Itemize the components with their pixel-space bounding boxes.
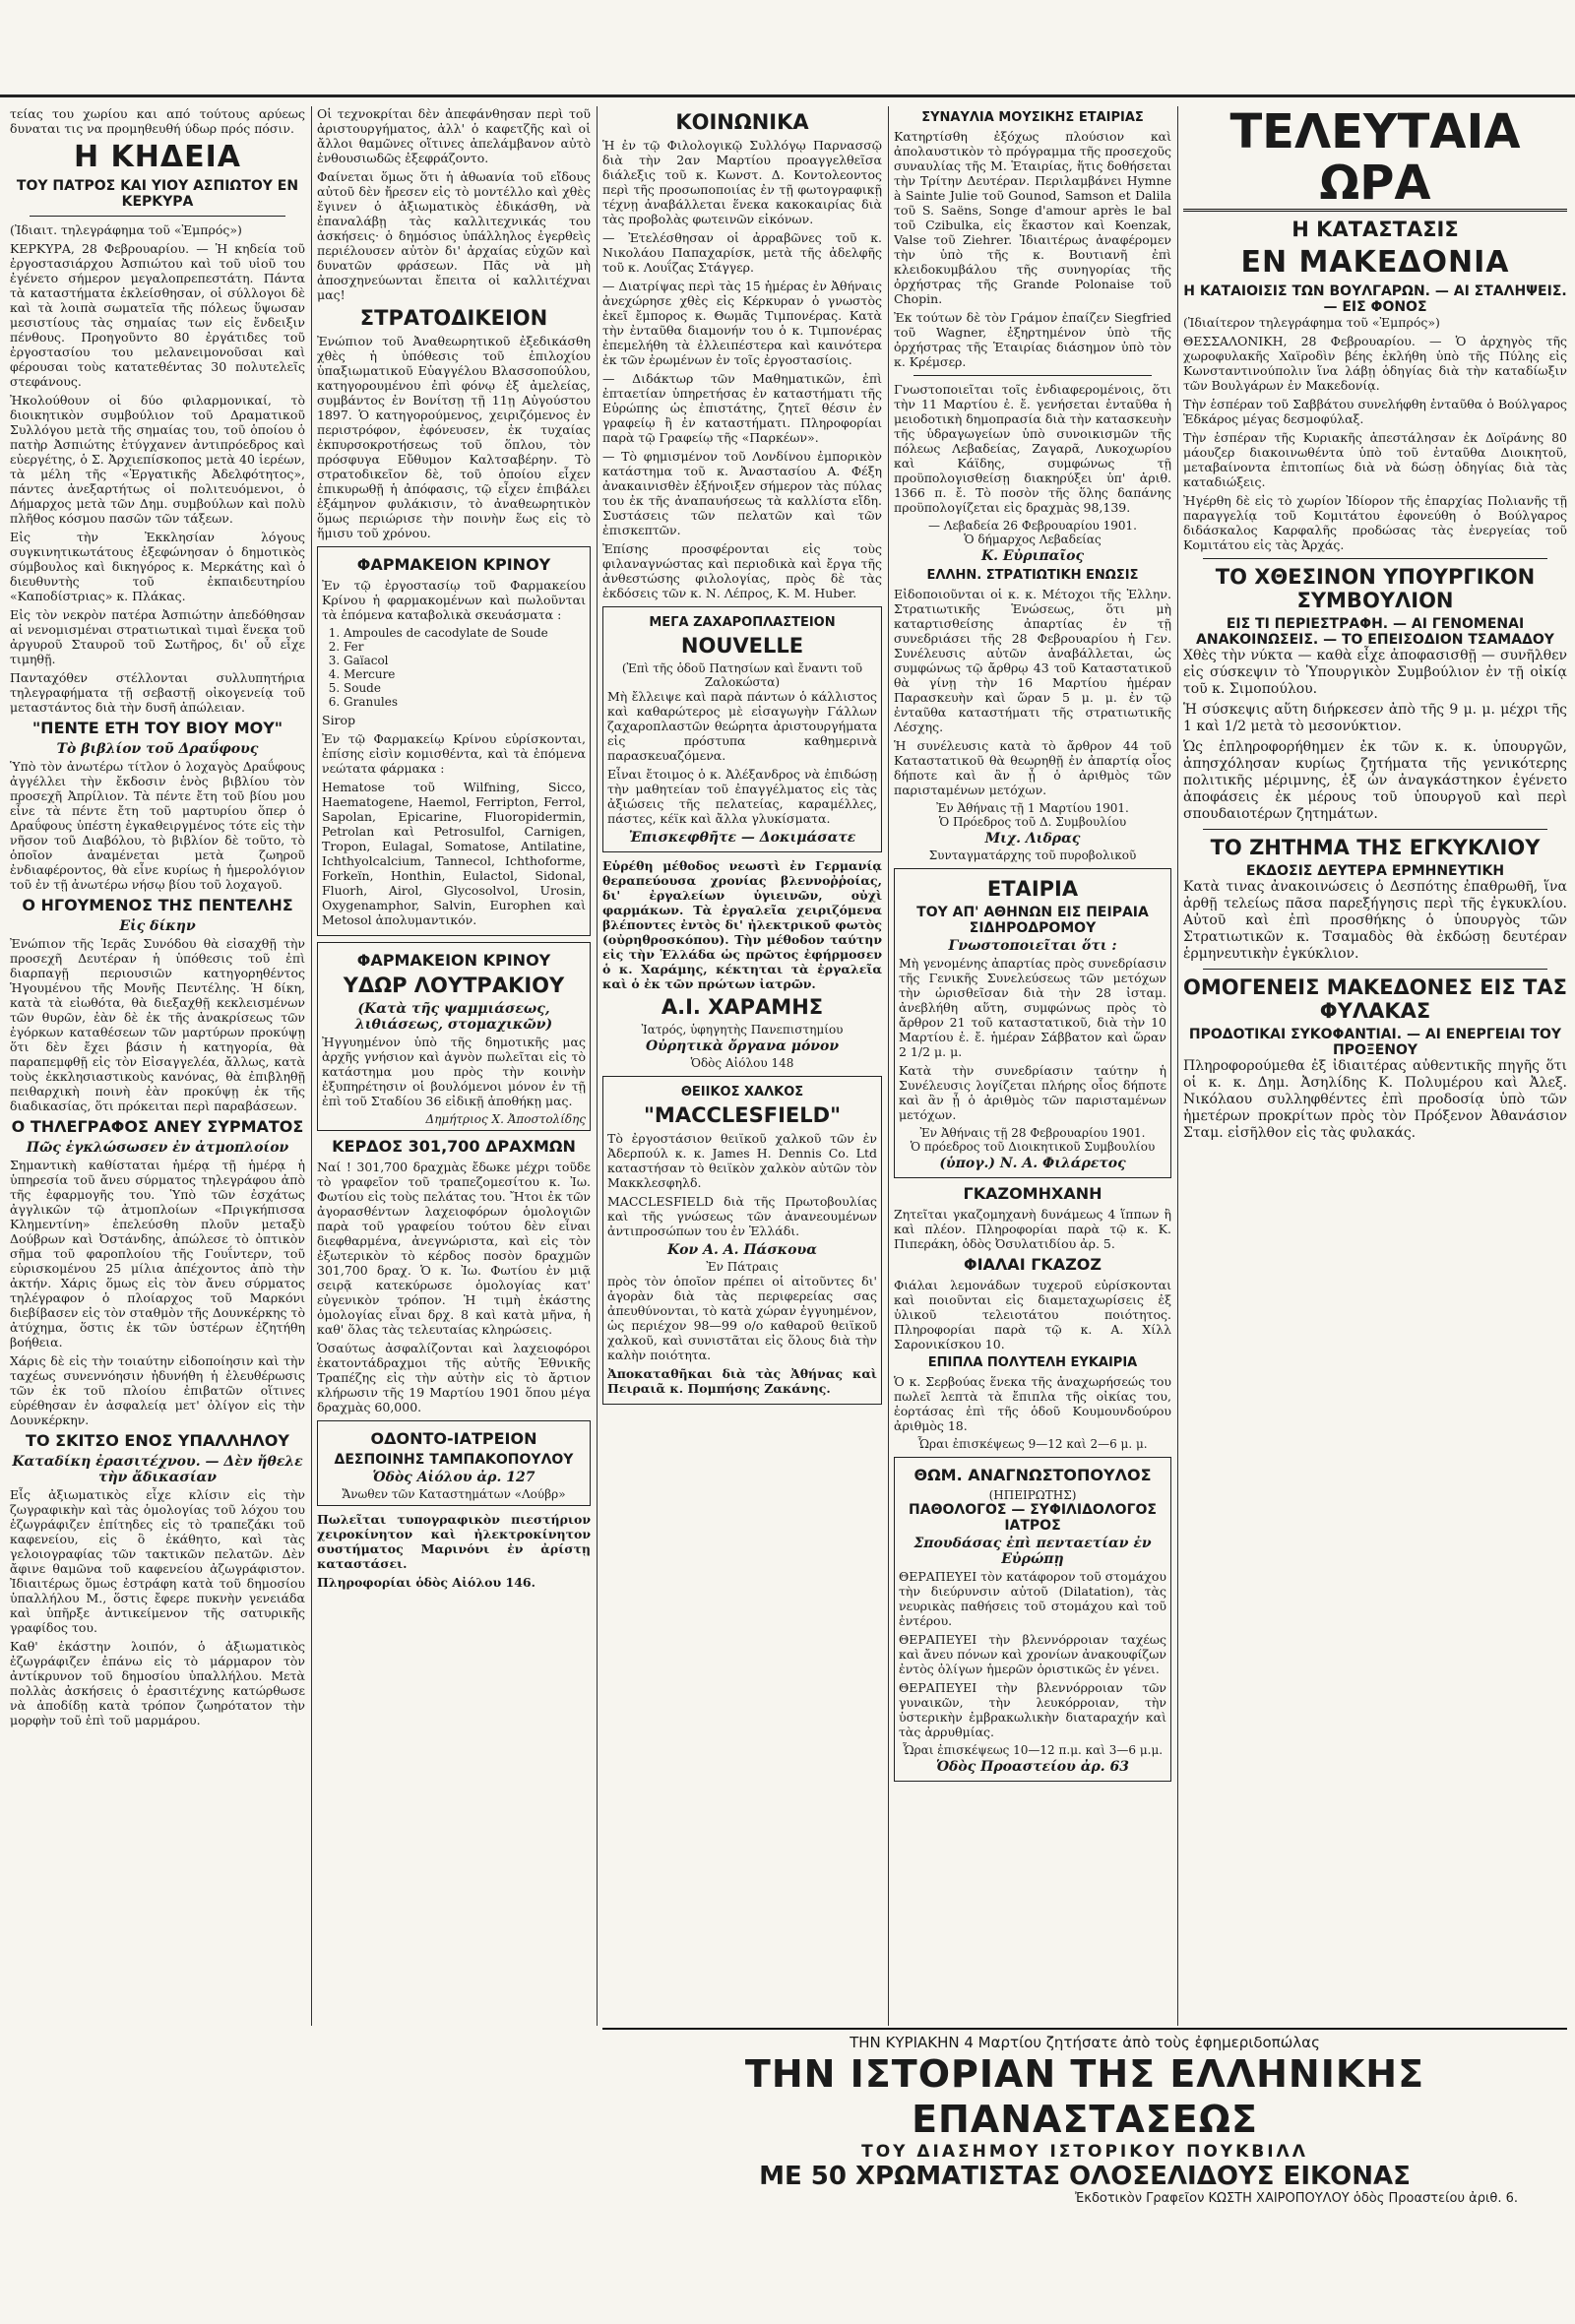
article-kicker: Τὸ βιβλίον τοῦ Δραΰφους — [56, 741, 259, 757]
paragraph: Ἐκ τούτων δὲ τὸν Γράμον ἐπαίζεν Siegfried τοῦ Wagner, ἐξηρτημένον ὑπὸ τῆς ὀρχήστρας τῆς Ἑταιρίας διάσημον ὑπὸ τὸν κ. Κρέμσερ. — [894, 310, 1171, 369]
column-divider — [1177, 106, 1178, 2026]
ad-subtitle: ΤΟΥ ΑΠ' ΑΘΗΝΩΝ ΕΙΣ ΠΕΙΡΑΙΑ ΣΙΔΗΡΟΔΡΟΜΟΥ — [916, 905, 1149, 936]
column-divider — [311, 106, 312, 2026]
article-title: Η ΚΗΔΕΙΑ — [74, 140, 241, 174]
list-item: 4. Mercure — [344, 667, 586, 681]
divider — [1203, 558, 1547, 559]
ad-footer: Ἐπισκεφθῆτε — Δοκιμάσατε — [628, 830, 856, 846]
doctor-ad — [894, 1457, 1171, 1782]
banner-title: ΤΗΝ ΙΣΤΟΡΙΑΝ ΤΗΣ ΕΛΛΗΝΙΚΗΣ ΕΠΑΝΑΣΤΑΣΕΩΣ — [744, 2052, 1425, 2141]
column-3 — [602, 106, 882, 2026]
ad-title: ΦΑΡΜΑΚΕΙΟΝ ΚΡΙΝΟΥ — [356, 951, 551, 970]
ad-kicker: (Κατὰ τῆς ψαμμιάσεως, λιθιάσεως, στομαχικῶν) — [354, 1001, 553, 1033]
article-kicker: Εἰς δίκην — [119, 918, 196, 934]
dentist-ad — [317, 1420, 591, 1506]
ad-subtitle: (ΗΠΕΙΡΩΤΗΣ) — [988, 1488, 1077, 1502]
article-title: "ΠΕΝΤΕ ΕΤΗ ΤΟΥ ΒΙΟΥ ΜΟΥ" — [32, 719, 284, 737]
ad-kicker: Σπουδάσας ἐπὶ πενταετίαν ἐν Εὐρώπῃ — [914, 1536, 1152, 1567]
paragraph: Πληροφορίαι ὁδὸς Αἰόλου 146. — [317, 1575, 536, 1590]
article-title: ΤΟ ΖΗΤΗΜΑ ΤΗΣ ΕΓΚΥΚΛΙΟΥ — [1210, 836, 1541, 859]
ad-subtitle: Ἰατρός, ὑφηγητὴς Πανεπιστημίου — [641, 1023, 844, 1036]
address: Ὁδὸς Προαστείου ἀρ. 63 — [935, 1759, 1130, 1775]
paragraph: Ἐν τῷ ἐργοστασίῳ τοῦ Φαρμακείου Κρίνου ἡ φαρμακομένων καὶ πωλοῦνται τὰ ἑπόμενα καταβολικὰ σκευάσματα : — [322, 578, 586, 622]
signature-name: (ὑπογ.) Ν. Α. Φιλάρετος — [939, 1156, 1126, 1171]
product-list — [344, 626, 586, 709]
paragraph: Πανταχόθεν στέλλονται συλλυπητήρια τηλεγραφήματα τῇ σεβαστῇ οἰκογενείᾳ τοῦ μεταστάντος διὰ τὴν δυσῆ ἀπώλειαν. — [10, 670, 305, 715]
article-kicker: Καταδίκη ἐρασιτέχνου. — Δὲν ἤθελε τὴν ἄδικασίαν — [12, 1454, 303, 1485]
column-divider — [597, 106, 598, 2026]
address: Ὁδὸς Αἰόλου 148 — [690, 1056, 794, 1070]
paragraph: ΚΕΡΚΥΡΑ, 28 Φεβρουαρίου. — Ἡ κηδεία τοῦ ἐργοστασιάρχου Ἀσπιώτου καὶ τοῦ υἱοῦ του ἐγένετο σήμερον μεγαλοπρεπεστάτη. Πάντα τὰ καταστήματα ἐκλείσθησαν, οἱ σύλλογοι δὲ καὶ τὰ λοιπὰ σωματεῖα τῆς πόλεως ὕψωσαν μεσιστίους τὰς σημαίας των εἰς ἔνδειξιν πένθους. Προηγοῦντο 80 ἐργάτιδες τοῦ ἐργοστασίου του μελανειμονοῦσαι καὶ φέρουσαι τοὺς κατατεθέντας 30 πολυτελεῖς στεφάνους. — [10, 241, 305, 389]
dateline: (Ἰδιαίτερον τηλεγράφημα τοῦ «Ἐμπρός») — [1183, 315, 1440, 330]
address: Ὁδὸς Αἰόλου ἀρ. 127 — [372, 1470, 536, 1485]
article-kicker: Πῶς ἐγκλώσωσεν ἐν ἀτμοπλοίον — [26, 1140, 289, 1156]
paragraph: Οἱ τεχνοκρίται δὲν ἀπεφάνθησαν περὶ τοῦ ἀριστουργήματος, ἀλλ' ὁ καφετζῆς καὶ οἱ ἄλλοι θαμῶνες οἵτινες ἀπελάμβανον αὐτὸ ἐνθουσιωδῶς ἐξεφράζοντο. — [317, 106, 591, 165]
article-title: Ο ΗΓΟΥΜΕΝΟΣ ΤΗΣ ΠΕΝΤΕΛΗΣ — [22, 896, 293, 914]
dateline: (Ἰδιαιτ. τηλεγράφημα τοῦ «Ἐμπρός») — [10, 222, 242, 237]
paragraph: Ἡ σύσκεψις αὕτη διήρκεσεν ἀπὸ τῆς 9 μ. μ. μέχρι τῆς 1 καὶ 1/2 μετὰ τὸ μεσονύκτιον. — [1183, 702, 1567, 734]
ad-title: ΕΠΙΠΛΑ ΠΟΛΥΤΕΛΗ ΕΥΚΑΙΡΙΑ — [927, 1355, 1138, 1370]
article-title: Ο ΤΗΛΕΓΡΑΦΟΣ ΑΝΕΥ ΣΥΡΜΑΤΟΣ — [11, 1117, 304, 1136]
pharmacy-ad — [317, 546, 591, 936]
divider — [30, 216, 285, 217]
paragraph: Ἡ συνέλευσις κατὰ τὸ ἄρθρον 44 τοῦ Καταστατικοῦ θὰ θεωρηθῇ ἐν ἀπαρτίᾳ οἷος δήποτε καὶ ἂν ᾖ ὁ ἀριθμὸς τῶν παρισταμένων μετόχων. — [894, 738, 1171, 797]
paragraph: πρὸς τὸν ὁποῖον πρέπει οἱ αἰτοῦντες δι' ἀγορὰν διὰ τὰς περιφερείας σας ἀπευθύνονται, τὸ κατὰ χώραν ἐγγυημένον, ὡς περιέχον 98—99 ο/ο καθαροῦ θειϊκοῦ χαλκοῦ, καὶ συνιστᾶται εἰς ὅλους διὰ τὴν καλὴν ποιότητα. — [607, 1274, 877, 1362]
paragraph: ΘΕΣΣΑΛΟΝΙΚΗ, 28 Φεβρουαρίου. — Ὁ ἀρχηγὸς τῆς χωροφυλακῆς Χαϊροδὶν βέης ἐκλήθη ὑπὸ τῆς Πύλης εἰς Κωνσταντινούπολιν ἵνα λάβῃ ὁδηγίας διὰ τὴν καταδίωξιν τῶν Βουλγάρων ἐν Μακεδονίᾳ. — [1183, 334, 1567, 393]
paragraph: Ὁσαύτως ἀσφαλίζονται καὶ λαχειοφόροι ἑκατοντάδραχμοι τῆς αὐτῆς Ἐθνικῆς Τραπέζης εἰς τὴν αὐτὴν εἰς τὸ ἄρτιον κλήρωσιν τῆς 19 Μαρτίου 1901 ὅπου μέγα δραχμὰς 60,000. — [317, 1341, 591, 1414]
paragraph: Ἐνώπιον τῆς Ἱερᾶς Συνόδου θὰ εἰσαχθῇ τὴν προσεχῆ Δευτέραν ἡ ὑπόθεσις τοῦ ἐπὶ διαρπαγῇ περιουσιῶν κατηγορηθέντος Ἡγουμένου τῆς Μονῆς Πεντέλης. Ἡ δίκη, κατὰ τὰ εἰωθότα, θὰ διεξαχθῇ κεκλεισμένων τῶν θυρῶν, ἐὰν δὲ ἐκ τῆς ἀνακρίσεως τῶν ἐγόρκων καταθέσεων τῶν μαρτύρων προκύψῃ ὅτι δὲν ἔχει βάσιν ἡ κατηγορία, θὰ παραπεμφθῇ εἰς τὸν Εἰσαγγελέα, ἄλλως, κατὰ τοὺς ἐκκλησιαστικοὺς κανόνας, θὰ ἐπιβληθῇ πειθαρχικὴ ποινὴ ἐὰν προκύψῃ ἐκ τῆς διαδικασίας, ὅτι πρόκειται περὶ παραβάσεων. — [10, 936, 305, 1113]
article-kicker: ΠΡΟΔΟΤΙΚΑΙ ΣΥΚΟΦΑΝΤΙΑΙ. — ΑΙ ΕΝΕΡΓΕΙΑΙ ΤΟΥ ΠΡΟΞΕΝΟΥ — [1188, 1027, 1562, 1058]
paragraph: Hematose τοῦ Wilfning, Sicco, Haematogene, Haemol, Ferripton, Ferrol, Sapolan, Epicarine, Fluoropidermin, Petrolan καὶ Petrosulfol, Carnigen, Tropon, Eulagal, Somatose, Antilatine, Ichthyolcalcium, Tannecol, Ichthoforme, Forkeïn, Honthin, Eulactol, Sidonal, Fluorh, Airol, Glycosolvol, Urosin, Oxygenamphor, Salvin, Europhen καὶ Metosol ἀπολυμαντικόν. — [322, 780, 586, 927]
list-item: 6. Granules — [344, 695, 586, 709]
article-kicker: ΕΙΣ ΤΙ ΠΕΡΙΕΣΤΡΑΦΗ. — ΑΙ ΓΕΝΟΜΕΝΑΙ ΑΝΑΚΟΙΝΩΣΕΙΣ. — ΤΟ ΕΠΕΙΣΟΔΙΟΝ ΤΣΑΜΑΔΟΥ — [1196, 616, 1554, 648]
city: Ἐν Πάτραις — [706, 1260, 779, 1274]
paragraph: Εἰδοποιοῦνται οἱ κ. κ. Μέτοχοι τῆς Ἑλλην. Στρατιωτικῆς Ἑνώσεως, ὅτι μὴ καταρτισθείσης ἀπαρτίας ἐν τῇ συνεδριάσει τῆς 28 Φεβρουαρίου ἡ Γεν. Συνέλευσις αὐτῶν ἀναβάλλεται, ὡς συμφώνως τῷ ἄρθρῳ 43 τοῦ Καταστατικοῦ θὰ γίνῃ τὴν 16 Μαρτίου ἡμέραν Παρασκευὴν καὶ ὥραν 5 μ. μ. ἐν τῷ ἐνταῦθα καταστήματι τῆς στρατιωτικῆς Λέσχης. — [894, 587, 1171, 734]
ad-title: ΓΚΑΖΟΜΗΧΑΝΗ — [963, 1184, 1102, 1203]
cafe-ad — [602, 606, 882, 852]
section-title: ΣΥΝΑΥΛΙΑ ΜΟΥΣΙΚΗΣ ΕΤΑΙΡΙΑΣ — [921, 110, 1144, 125]
signature: Ὁ πρόεδρος τοῦ Διοικητικοῦ Συμβουλίου — [910, 1140, 1156, 1154]
paragraph: Ἠγγυημένον ὑπὸ τῆς δημοτικῆς μας ἀρχῆς γνήσιον καὶ ἁγνὸν πωλεῖται εἰς τὸ κατάστημα μου πρὸς τὴν κοινὴν ἐξυπηρέτησιν οἱ βουλόμενοι μόνον ἐν τῇ ἐπὶ τοῦ Σταδίου 36 εἰδικῇ ἀποθήκῃ μας. — [322, 1035, 586, 1108]
article-title: ΤΟ ΣΚΙΤΣΟ ΕΝΟΣ ΥΠΑΛΛΗΛΟΥ — [26, 1431, 289, 1450]
paragraph: Χθὲς τὴν νύκτα — καθὰ εἶχε ἀποφασισθῇ — συνῆλθεν εἰς σύσκεψιν τὸ Ὑπουργικὸν Συμβούλιον ἐν τῇ οἰκίᾳ τοῦ κ. Σιμοπούλου. — [1183, 648, 1567, 697]
ad-name: NOUVELLE — [680, 634, 804, 658]
article-title: ΟΜΟΓΕΝΕΙΣ ΜΑΚΕΔΟΝΕΣ ΕΙΣ ΤΑΣ ΦΥΛΑΚΑΣ — [1183, 975, 1567, 1023]
paragraph: Φιάλαι λεμονάδων τυχεροῦ εὐρίσκονται καὶ ποιοῦνται εἰς διαμεταχωρίσεις ἐξ ὑλικοῦ τελειοτάτου ποιότητος. Πληροφορίαι παρὰ τῷ κ. Α. Χίλλ Σαρονικίσκου 10. — [894, 1278, 1171, 1351]
divider — [1203, 969, 1547, 970]
column-4 — [894, 106, 1171, 2026]
article-title: ΕΝ ΜΑΚΕΔΟΝΙΑ — [1240, 245, 1510, 280]
paragraph: Ἐπίσης προσφέρονται εἰς τοὺς φιλαναγνώστας καὶ περιοδικὰ καὶ ἔργα τῆς ἀνθεστώσης φιλολογίας, πρὸς δὲ τὰς ἐκδόσεις τῶν κ. Ν. Λέπρος, Κ. Μ. Huber. — [602, 541, 882, 600]
masthead-rule — [0, 94, 1575, 97]
paragraph: — Διδάκτωρ τῶν Μαθηματικῶν, ἐπὶ ἐπταετίαν ὑπηρετήσας ἐν καταστήματι τῆς Εὐρώπης ὡς ἐπιστάτης, ζητεῖ θέσιν ἐν γραφείῳ ἢ ἐν καταστήματι. Πληροφορίαι παρὰ τῷ Γραφείῳ τῆς «Παρκέων». — [602, 371, 882, 445]
paragraph: Μὴ ἔλλειψε καὶ παρὰ πάντων ὁ κάλλιστος καὶ καθαρώτερος μὲ εἰσαγωγὴν Γάλλων ζαχαροπλαστῶν θεώρητα ἀριστουργήματα εἰς πρόστυπα καθημερινὰ παρασκευαζόμενα. — [607, 689, 877, 763]
hours: Ὧραι ἐπισκέψεως 10—12 π.μ. καὶ 3—6 μ.μ. — [902, 1743, 1164, 1757]
paragraph: Ἐν τῷ Φαρμακείῳ Κρίνου εὑρίσκονται, ἐπίσης εἰσὶν κομισθέντα, καὶ τὰ ἑπόμενα νεώτατα φάρμακα : — [322, 731, 586, 776]
paragraph: Χάρις δὲ εἰς τὴν τοιαύτην εἰδοποίησιν καὶ τὴν ταχέως συνεννόησιν ἠδυνήθη ἡ ἐλευθέρωσις τῶν ἐκ τοῦ πλοίου ἐπιβατῶν οἵτινες εὑρέθησαν ἐν ἀσφαλείᾳ μετ' ὀλίγον εἰς τὴν Δουνκέρκην. — [10, 1353, 305, 1427]
article-kicker: ΕΚΔΟΣΙΣ ΔΕΥΤΕΡΑ ΕΡΜΗΝΕΥΤΙΚΗ — [1245, 863, 1505, 879]
railway-ad — [894, 868, 1171, 1178]
paragraph: Ἐνώπιον τοῦ Ἀναθεωρητικοῦ ἐξεδικάσθη χθὲς ἡ ὑπόθεσις τοῦ ἐπιλοχίου ὑπαξιωματικοῦ Εὐαγγέλου Βλασσοπούλου, κατηγορουμένου ἐπὶ φόνῳ ἐξ ἀμελείας, συμβάντος ἐν Βονίτσῃ τῇ 11ῃ Αὐγούστου 1897. Ὁ κατηγορούμενος, χειριζόμενος ἐν περιστρόφον, ἐφόνευσεν, ἐκ τυχαίας ἐκπυρσοκροτήσεως τοῦ ὅπλου, τὸν πρόσφυγα Εὔθυμον Καλτσαβέρην. Τὸ στρατοδικεῖον δὲ, τοῦ ὁποίου εἶχεν ἐπικυρωθῇ ἡ ἀπόφασις, τῷ εἶχεν ἐπιβάλει ἑξάμηνον φυλάκισιν, τὸ ἀναθεωρητικὸν ὅμως περιώρισε τὴν ποινὴν ἕως εἰς τὸ ἥμισυ τοῦ χρόνου. — [317, 334, 591, 540]
signature-name: Μιχ. Λιδρας — [984, 831, 1081, 847]
ad-subtitle: ΥΔΩΡ ΛΟΥΤΡΑΚΙΟΥ — [343, 974, 565, 997]
signature: Ὁ δήμαρχος Λεβαδείας — [964, 533, 1102, 546]
list-item: 1. Ampoules de cacodylate de Soude — [344, 626, 586, 640]
banner-line: ΜΕ 50 ΧΡΩΜΑΤΙΣΤΑΣ ΟΛΟΣΕΛΙΔΟΥΣ ΕΙΚΟΝΑΣ — [759, 2162, 1411, 2191]
water-ad — [317, 942, 591, 1131]
ad-title: ΦΙΑΛΑΙ ΓΚΑΖΟΖ — [963, 1255, 1102, 1274]
paragraph: Ὑπὸ τὸν ἀνωτέρω τίτλον ὁ λοχαγὸς Δραΰφους ἀγγέλλει τὴν ἔκδοσιν ἑνὸς βιβλίου τὸν προσεχῆ Ἀπρίλιον. Τὰ πέντε ἔτη τοῦ βίου μου εἶνε τὰ πέντε ἔτη τοῦ μαρτυρίου ὅπερ ὁ Δραΰφους ὑπέστη ἐγκαθειργμένος τότε εἰς τὴν νῆσον τοῦ Διαβόλου, τὸ βιβλίον δὲ τοῦτο, τὸ ὁποῖον ἀναμένεται μετὰ ζωηροῦ ἐνδιαφέροντος, θὰ εἶνε κυρίως ἡ ἡμερολόγιον τοῦ ἐν τῇ ἀνωτέρω νήσῳ βίου τοῦ λοχαγοῦ. — [10, 759, 305, 892]
paragraph: Ὡς ἐπληροφορήθημεν ἐκ τῶν κ. κ. ὑπουργῶν, ἀπησχόλησαν κυρίως ζητήματα τῆς γενικότερης πολιτικῆς μέριμνης, ἐξ ὧν ἀναγκάστηκον ἐγένετο ἀποφάσεις ἐκ μέρους τοῦ ὑπουργοῦ καὶ περὶ σπουδαιοτέρων ζητημάτων. — [1183, 739, 1567, 822]
paragraph: Κατὰ τὴν συνεδρίασιν ταύτην ἡ Συνέλευσις λογίζεται πλήρης οἷος δήποτε καὶ ἂν ᾖ ὁ ἀριθμὸς τῶν παρισταμένων μετόχων. — [899, 1063, 1166, 1122]
paragraph: Πωλεῖται τυπογραφικὸν πιεστήριον χειροκίνητον καὶ ἠλεκτροκίνητον συστήματος Μαρινόνι ἐν ἀρίστῃ καταστάσει. — [317, 1512, 591, 1571]
paragraph: ΘΕΡΑΠΕΥΕΙ τὸν κατάφορον τοῦ στομάχου τὴν διεύρυνσιν αὐτοῦ (Dilatation), τὰς νευρικὰς παθήσεις τοῦ στομάχου καὶ τοῦ ἐντέρου. — [899, 1569, 1166, 1628]
paragraph: Εἰς τὴν Ἐκκλησίαν λόγους συγκινητικωτάτους ἐξεφώνησαν ὁ δημοτικὸς σύμβουλος καὶ δικηγόρος κ. Μερκάτης καὶ ὁ διευθυντὴς τοῦ ἐκπαιδευτηρίου «Καποδίστριας» κ. Πλάκας. — [10, 530, 305, 603]
ad-title: ΘΕΙΙΚΟΣ ΧΑΛΚΟΣ — [680, 1085, 804, 1099]
paragraph: MACCLESFIELD διὰ τῆς Πρωτοβουλίας καὶ τῆς γνώσεως τῶν ἀνανεουμένων ἀντιπροσώπων του ἐν Ἑλλάδι. — [607, 1194, 877, 1238]
ad-title: ΚΕΡΔΟΣ 301,700 ΔΡΑΧΜΩΝ — [332, 1137, 576, 1156]
paragraph: Ζητεῖται γκαζομηχανὴ δυνάμεως 4 ἵππων ἢ καὶ πλέον. Πληροφορίαι παρὰ τῷ κ. Κ. Πιπεράκη, ὁδὸς Ὀσυλατιδίου ἀρ. 5. — [894, 1207, 1171, 1251]
paragraph: Φαίνεται ὅμως ὅτι ἡ ἀθωανία τοῦ εἴδους αὐτοῦ δὲν ἤρεσεν εἰς τὸ μοντέλλο καὶ χθὲς ἔγινεν ὁ ἀξιωματικὸς ἐδικάσθη, νὰ ἐπαναλάβῃ τὰς καλλιτεχνικάς του ἀσκήσεις· ὁ δημόσιος ὑπάλληλος ἐγερθεὶς περιέλουσεν αὐτὸν δι' ἀρχαίας εὐχῶν καὶ δυνατῶν φράσεων. Πᾶς νὰ μὴ ἀποσχηνεύωνται ἔπειτα οἱ καλλιτέχναι μας! — [317, 169, 591, 302]
paragraph: Εἷς ἀξιωματικὸς εἶχε κλίσιν εἰς τὴν ζωγραφικὴν καὶ τὰς ὁμολογίας τοῦ λόχου του ἐζωγράφιζεν ἐπίτηδες εἰς τὸ τραπεζάκι τοῦ καφενείου, εἰς ὃ ἐκάθητο, καὶ τὰς γελοιογραφίας τῶν τακτικῶν πελατῶν. Δὲν ἄφινε θαμῶνα τοῦ καφενείου ἀζωγράφιστον. Ἰδιαιτέρως ὅμως ἐστράφη κατὰ τοῦ δημοσίου ὑπαλλήλου Μ., ὅστις ἔφερε πυκνὴν γενειάδα καὶ ὑπῆρξε ἀντικείμενον τῆς σατυρικῆς γραφίδος του. — [10, 1487, 305, 1635]
ad-title: Α.Ι. ΧΑΡΑΜΗΣ — [661, 995, 824, 1019]
paragraph: ΘΕΡΑΠΕΥΕΙ τὴν βλεννόρροιαν ταχέως καὶ ἄνευ πόνων καὶ χρονίων ἀνακουφίζων ἐντὸς ὀλίγων ἡμερῶν ὁριστικῶς ἐν γένει. — [899, 1632, 1166, 1676]
column-2 — [317, 106, 591, 2026]
paragraph: Καθ' ἑκάστην λοιπόν, ὁ ἀξιωματικὸς ἐζωγράφιζεν ἐπάνω εἰς τὸ μάρμαρον τὸν ἀντίκρυνον τοῦ δημοσίου ὑπαλλήλου. Μετὰ πολλὰς ἀσκήσεις ὁ ἐρασιτέχνης κατώρθωσε νὰ ἀποδίδῃ κατὰ τρόπον ζωηρότατον τὴν μορφὴν τοῦ ἐπὶ τοῦ μαρμάρου. — [10, 1639, 305, 1727]
ad-subtitle: ΠΑΘΟΛΟΓΟΣ — ΣΥΦΙΛΙΔΟΛΟΓΟΣ ΙΑΤΡΟΣ — [909, 1502, 1157, 1534]
article-kicker: Η ΚΑΤΑΙΟΙΣΙΣ ΤΩΝ ΒΟΥΛΓΑΡΩΝ. — ΑΙ ΣΤΑΛΗΨΕΙΣ. — ΕΙΣ ΦΟΝΟΣ — [1183, 283, 1567, 315]
ad-title: ΘΩΜ. ΑΝΑΓΝΩΣΤΟΠΟΥΛΟΣ — [914, 1466, 1152, 1484]
column-divider — [888, 106, 889, 2026]
date: — Λεβαδεία 26 Φεβρουαρίου 1901. — [927, 519, 1137, 533]
signature: Δημήτριος Χ. Ἀποστολίδης — [425, 1112, 586, 1126]
paragraph: Ἠκολούθουν οἱ δύο φιλαρμονικαί, τὸ διοικητικὸν συμβούλιον τοῦ Δραματικοῦ Συλλόγου μετὰ τῆς σημαίας του, τοῦ ὁποίου ὁ πατὴρ Ἀσπιώτης ἐτύγχανεν ἀντιπρόεδρος καὶ εὐεργέτης, ὁ Σ. Ἀρχιεπίσκοπος μετὰ 40 ἱερέων, τὰ μέλη τῆς «Ἐργατικῆς Ἀδελφότητος», πάντες ἀνεξαρτήτως οἱ πολιτευόμενοι, ὁ Δήμαρχος μετὰ τῶν Δημ. συμβούλων καὶ πολὺ πλῆθος κόσμου πασῶν τῶν τάξεων. — [10, 393, 305, 526]
paragraph: Κατὰ τινας ἀνακοινώσεις ὁ Δεσπότης ἐπαθρωθῆ, ἵνα ἀρθῇ τελείως πᾶσα παρεξήγησις περὶ τῆς ἐγκυκλίου. Αὐτοῦ καὶ ἐπὶ προσθήκης ὁ ὑπουργὸς τῶν Στρατιωτικῶν κ. Τσαμαδὸς θὰ ἐκδώσῃ δευτέραν ἑρμηνευτικὴν ἐγκύκλιον. — [1183, 879, 1567, 962]
address-note: Ἄνωθεν τῶν Καταστημάτων «Λούβρ» — [342, 1487, 566, 1501]
paragraph: Ναί ! 301,700 δραχμὰς ἔδωκε μέχρι τοῦδε τὸ γραφεῖον τοῦ τραπεζομεσίτου κ. Ἰω. Φωτίου εἰς τοὺς πελάτας του. Ἤτοι ἐκ τῶν ἀγορασθέντων λαχειοφόρων ὁμολογιῶν παρὰ τοῦ γραφείου τούτου δὲν εἶναι διεφθαρμένα, ἀνεγνώριστα, καὶ εἰς τὸν ἐξωτερικὸν τὸ κέρδος ποσὸν δραχμῶν 301,700 δραχ. Ὁ κ. Ἰω. Φωτίου ἐν μιᾷ σειρᾷ κατεκύρωσε ὁμολογίας κατ' εὐγενικὸν τρόπον. Ἡ τιμὴ ἑκάστης ὁμολογίας εἶναι δρχ. 8 καὶ κατὰ μῆνα, ἡ καθ' ὅλας τὰς τελευταίας κληρώσεις. — [317, 1160, 591, 1337]
date: Ἐν Ἀθήναις τῇ 1 Μαρτίου 1901. — [936, 801, 1129, 815]
paragraph: Τὴν ἑσπέραν τῆς Κυριακῆς ἀπεστάλησαν ἐκ Δοϊράνης 80 μάουζερ διακοινωθέντα ὑπὸ τοῦ ἐνταῦθα Διοικητοῦ, μεταβαίνοντα ἐπιτοπίως διὰ νὰ δώσῃ ὁδηγίας διὰ τὰς καταδιώξεις. — [1183, 430, 1567, 489]
paragraph: Ὁ κ. Σερβούας ἕνεκα τῆς ἀναχωρήσεώς του πωλεῖ λεπτὰ τὰ ἔπιπλα τῆς οἰκίας του, ἑορτάσας ἐπὶ τῆς ὁδοῦ Κουμουνδούρου ἀριθμὸς 18. — [894, 1374, 1171, 1433]
column-1 — [10, 106, 305, 2026]
ad-title: ΟΔΟΝΤΟ-ΙΑΤΡΕΙΟΝ — [370, 1429, 537, 1448]
paragraph: Εὑρέθη μέθοδος νεωστὶ ἐν Γερμανίᾳ θεραπεύουσα χρονίας βλεννοῤῥοίας, δι' ἐργαλείων ὑγιεινῶν, οὐχὶ φαρμάκων. Τὰ ἐργαλεῖα χειριζόμενα βλέποντες ἐντὸς δι' ἠλεκτρικοῦ φωτὸς (οὐρηθροσκόπου). Τὴν μέθοδον ταύτην εἰς τὴν Ἑλλάδα ὡς πρῶτος ἐφήρμοσεν ὁ κ. Χαράμης, κέκτηται τὰ ἐργαλεῖα καὶ ὁ ἐκ τῶν πρώτων ἰατρῶν. — [602, 858, 882, 991]
paragraph: — Διατρίψας περὶ τὰς 15 ἡμέρας ἐν Ἀθήναις ἀνεχώρησε χθὲς εἰς Κέρκυραν ὁ γνωστὸς ἐκεῖ ἔμπορος κ. Θωμᾶς Τιμπονέρας. Κατὰ τὴν ἐνταῦθα διαμονήν του ὁ κ. Τιμπονέρας ἐπεμελήθη τὰ ἐλλειπέστερα καὶ καινότερα ἐκ τῶν ἐρωμένων ἐν τοῖς ἐργοστασίοις. — [602, 279, 882, 367]
paragraph: Ἡ ἐν τῷ Φιλολογικῷ Συλλόγῳ Παρνασσῷ διὰ τὴν 2αν Μαρτίου προαγγελθεῖσα διάλεξις τοῦ κ. Κωνστ. Δ. Κοντολεοντος περὶ τῆς προσωποποιίας ἐν τῇ φωτογραφικῇ τέχνῃ ἀναβάλλεται ἕνεκα κακοκαιρίας διὰ τὰς προβολὰς φωτεινῶν εἰκόνων. — [602, 138, 882, 226]
latest-news-header: ΤΕΛΕΥΤΑΙΑ ΩΡΑ — [1183, 106, 1567, 212]
paragraph: Πληροφορούμεθα ἐξ ἰδιαιτέρας αὐθεντικῆς πηγῆς ὅτι οἱ κ. κ. Δημ. Ἀσηλίδης Κ. Πολυμέρου καὶ Ἀλεξ. Νικόλαου συλληφθέντες ἐπὶ προδοσίᾳ ὑπὸ τῶν ἡμετέρων προκρίτων πρὸς τὸν Πρόξενον Ἀθανάσιον Σταμ. εἰσῆλθον εἰς τὰς φυλακάς. — [1183, 1058, 1567, 1141]
signature: Ὁ Πρόεδρος τοῦ Δ. Συμβουλίου — [938, 815, 1127, 829]
date: Ἐν Ἀθήναις τῇ 28 Φεβρουαρίου 1901. — [919, 1126, 1146, 1140]
paragraph: — Τὸ φημισμένον τοῦ Λονδίνου ἐμπορικὸν κατάστημα τοῦ κ. Ἀναστασίου Α. Φέξη ἀνακαινισθὲν ἐξήνοιξεν σήμερον τὰς πύλας του ἐκ τῆς ἀναπαυήσεως τὰ καλλίστα εἴδη. Συστάσεις τῶν πελατῶν καὶ τῶν ἐπισκεπτῶν. — [602, 449, 882, 537]
article-subtitle: ΤΟΥ ΠΑΤΡΟΣ ΚΑΙ ΥΙΟΥ ΑΣΠΙΩΤΟΥ ΕΝ ΚΕΡΚΥΡΑ — [16, 178, 299, 210]
ad-title: ΦΑΡΜΑΚΕΙΟΝ ΚΡΙΝΟΥ — [356, 555, 551, 574]
article-title: Η ΚΑΤΑΣΤΑΣΙΣ — [1292, 218, 1459, 241]
copper-ad — [602, 1076, 882, 1405]
ad-name: "MACCLESFIELD" — [643, 1103, 842, 1127]
banner-line: ΤΗΝ ΚΥΡΙΑΚΗΝ 4 Μαρτίου ζητήσατε ἀπὸ τοὺς ἐφημεριδοπώλας — [850, 2034, 1320, 2051]
list-item: 5. Soude — [344, 681, 586, 695]
ad-kicker: Γνωστοποιεῖται ὅτι : — [948, 938, 1117, 954]
hours: Ὧραι ἐπισκέψεως 9—12 καὶ 2—6 μ. μ. — [917, 1437, 1148, 1451]
paragraph: Τὴν ἑσπέραν τοῦ Σαββάτου συνελήφθη ἐνταῦθα ὁ Βούλγαρος Ἑδκάρος μέγας δεσμοφύλαξ. — [1183, 397, 1567, 426]
section-title: ΚΟΙΝΩΝΙΚΑ — [675, 110, 809, 134]
list-extra: Sirop — [322, 713, 356, 727]
ad-subtitle: (Ἐπὶ τῆς ὁδοῦ Πατησίων καὶ ἔναντι τοῦ Ζαλοκώστα) — [621, 661, 863, 689]
paragraph: Μὴ γενομένης ἀπαρτίας πρὸς συνεδρίασιν τῆς Γενικῆς Συνελεύσεως τῶν μετόχων τὴν ὡρισθεῖσαν διὰ τὴν 28 ἰσταμ. ἀνεβλήθη αὕτη, συμφώνως πρὸς τὸ ἄρθρον 21 τοῦ καταστατικοῦ, διὰ τὴν 10 Μαρτίου ἐ. ἔ. ἡμέραν Σάββατον καὶ ὥραν 2 1/2 μ. μ. — [899, 956, 1166, 1059]
banner-line: ΤΟΥ ΔΙΑΣΗΜΟΥ ΙΣΤΟΡΙΚΟΥ ΠΟΥΚΒΙΛΛ — [861, 2142, 1308, 2162]
paragraph: — Ἐτελέσθησαν οἱ ἀρραβῶνες τοῦ κ. Νικολάου Παπαχαρίσκ, μετὰ τῆς ἀδελφῆς τοῦ κ. Λουΐζας Στάγγερ. — [602, 230, 882, 275]
ad-kicker: Οὐρητικὰ ὄργανα μόνον — [645, 1038, 840, 1054]
paragraph: Κατηρτίσθη ἐξόχως πλούσιον καὶ ἀπολαυστικὸν τὸ πρόγραμμα τῆς προσεχοῦς συναυλίας τῆς Μ. Ἑταιρίας, ἥτις δοθήσεται τὴν Τρίτην Δευτέραν. Περιλαμβάνει Hymne à Sainte Julie τοῦ Gounod, Samson et Dalila τοῦ S. Saëns, Songe d'amour après le bal τοῦ Czibulka, εἰς ἕκαστον καὶ Koenzak, Valse τοῦ Ziehrer. Ἰδιαιτέρως ἀναφέρομεν τὴν ὑπὸ τῆς κ. Βουτιανῆ ἐπὶ κλειδοκυμβάλου τῆς συνηγορίας τῆς ὀρχήστρας τῆς Grande Polonaise τοῦ Chopin. — [894, 129, 1171, 306]
paragraph: Ἠγέρθη δὲ εἰς τὸ χωρίον Ἰδίορον τῆς ἐπαρχίας Πολιανῆς τῇ παραγγελίᾳ τοῦ Κομιτάτου ἐφονεύθη ὁ Βούλγαρος διδάσκαλος Καρφαλῆς προδώσας τὰς ἐνεργείας τοῦ Κομιτάτου εἰς τὰς Ἀρχάς. — [1183, 493, 1567, 552]
intro-text: τείας του χωρίου και από τούτους αρύεως δυναται τις να προμηθευθή ύδωρ πρός πόσιν. — [10, 106, 305, 136]
article-title: ΤΟ ΧΘΕΣΙΝΟΝ ΥΠΟΥΡΓΙΚΟΝ ΣΥΜΒΟΥΛΙΟΝ — [1215, 565, 1536, 612]
ad-title: ΕΤΑΙΡΙΑ — [986, 877, 1079, 901]
section-title: ΕΛΛΗΝ. ΣΤΡΑΤΙΩΤΙΚΗ ΕΝΩΣΙΣ — [926, 568, 1139, 583]
list-item: 3. Gaïacol — [344, 654, 586, 667]
column-5 — [1183, 106, 1567, 2026]
paragraph: Τὸ ἐργοστάσιον θειϊκοῦ χαλκοῦ τῶν ἐν Ἀδερπούλ κ. κ. James H. Dennis Co. Ltd καταστήσαν τὸ θειϊκὸν χαλκὸν αὐτῶν τὸν Μακκλεσφηλδ. — [607, 1131, 877, 1190]
representative: Κον Α. Α. Πάσκουα — [667, 1242, 817, 1258]
ad-subtitle: ΔΕΣΠΟΙΝΗΣ ΤΑΜΠΑΚΟΠΟΥΛΟΥ — [334, 1452, 574, 1468]
paragraph: Εἰς τὸν νεκρὸν πατέρα Ἀσπιώτην ἀπεδόθησαν αἱ νενομισμέναι στρατιωτικαὶ τιμαὶ ἕνεκα τοῦ ἀργυροῦ Σταυροῦ τοῦ Σωτῆρος, δι' οὗ εἶχε τιμηθῇ. — [10, 607, 305, 666]
divider — [914, 375, 1152, 376]
paragraph: Γνωστοποιεῖται τοῖς ἐνδιαφερομένοις, ὅτι τὴν 11 Μαρτίου ἐ. ἔ. γενήσεται ἐνταῦθα ἡ μειοδοτικὴ δημοπρασία διὰ τὴν κατασκευὴν τῆς ὑδραγωγείων ὑπὸ συνοικισμῶν τῆς πόλεως Λεβαδείας, Ζαγαρᾶ, Λυκοχωρίου καὶ Κάϊδης, συμφώνως τῇ προϋπολογισθείσῃ διακηρύξει ὑπ' ἀριθ. 1366 π. ἔ. Τὸ ποσὸν τῆς ὅλης δαπάνης προϋπολογίζεται εἰς δραχμὰς 98,139. — [894, 382, 1171, 515]
footer-banner — [602, 2028, 1567, 2217]
paragraph: Σημαντικὴ καθίσταται ἡμέρᾳ τῇ ἡμέρᾳ ἡ ὑπηρεσία τοῦ ἄνευ σύρματος τηλεγράφου ἀπὸ τῆς ἐφαρμογῆς του. Ὑπὸ τῶν ἐσχάτως ἀγγλικῶν τῷ ἀτμοπλοίων «Πριγκήπισσα Κλημεντίνη» ἐπελεύσθη πλοῦν μεταξὺ Δούβρων καὶ Ὀστάνδης, ἀπώλεσε τὸ ὀπτικὸν σῆμα τοῦ φαροπλοίου τῆς Γουΐντερν, τοῦ εὑρισκομένου 25 μίλια ἀπέχοντος ἀπὸ τὴν ἀκτήν. Χάρις ὅμως εἰς τὸν ἄνευ σύρματος τηλέγραφον ὁ πλοίαρχος τοῦ Μαρκόνι διεβίβασεν εἰς τὸν σταθμὸν τῆς Δουνκέρκης τὸ ἀτύχημα, ὅστις ἐκ τῶν ὑστέρων ἐζητήθη βοήθεια. — [10, 1158, 305, 1350]
article-title: ΣΤΡΑΤΟΔΙΚΕΙΟΝ — [359, 306, 548, 330]
divider — [1203, 829, 1547, 830]
list-item: 2. Fer — [344, 640, 586, 654]
ad-title: ΜΕΓΑ ΖΑΧΑΡΟΠΛΑΣΤΕΙΟΝ — [649, 615, 836, 630]
paragraph: ΘΕΡΑΠΕΥΕΙ τὴν βλεννόρροιαν τῶν γυναικῶν, τὴν λευκόρροιαν, τὴν ὑστερικὴν ἐμβρακωλικὴν διαταραχήν καὶ τὰς ἀρρυθμίας. — [899, 1680, 1166, 1739]
paragraph: Εἶναι ἔτοιμος ὁ κ. Ἀλέξανδρος νὰ ἐπιδώσῃ τὴν μαθητείαν τοῦ ἐπαγγέλματος εἰς τὰς ἀξιώσεις τῆς πελατείας, καραμέλλες, πάστες, κέϊκ καὶ ἄλλα γλυκίσματα. — [607, 767, 877, 826]
signature-name: Κ. Εὐριπαῖος — [980, 548, 1085, 564]
publisher-line: Ἐκδοτικὸν Γραφεῖον ΚΩΣΤΗ ΧΑΙΡΟΠΟΥΛΟΥ ὁδὸς Προαστείου ἀριθ. 6. — [1075, 2191, 1518, 2206]
paragraph: Ἀποκαταθῆκαι διὰ τὰς Ἀθήνας καὶ Πειραιᾶ κ. Πομπήσης Ζακάνης. — [607, 1366, 877, 1396]
signature-title: Συνταγματάρχης τοῦ πυροβολικοῦ — [928, 848, 1137, 862]
